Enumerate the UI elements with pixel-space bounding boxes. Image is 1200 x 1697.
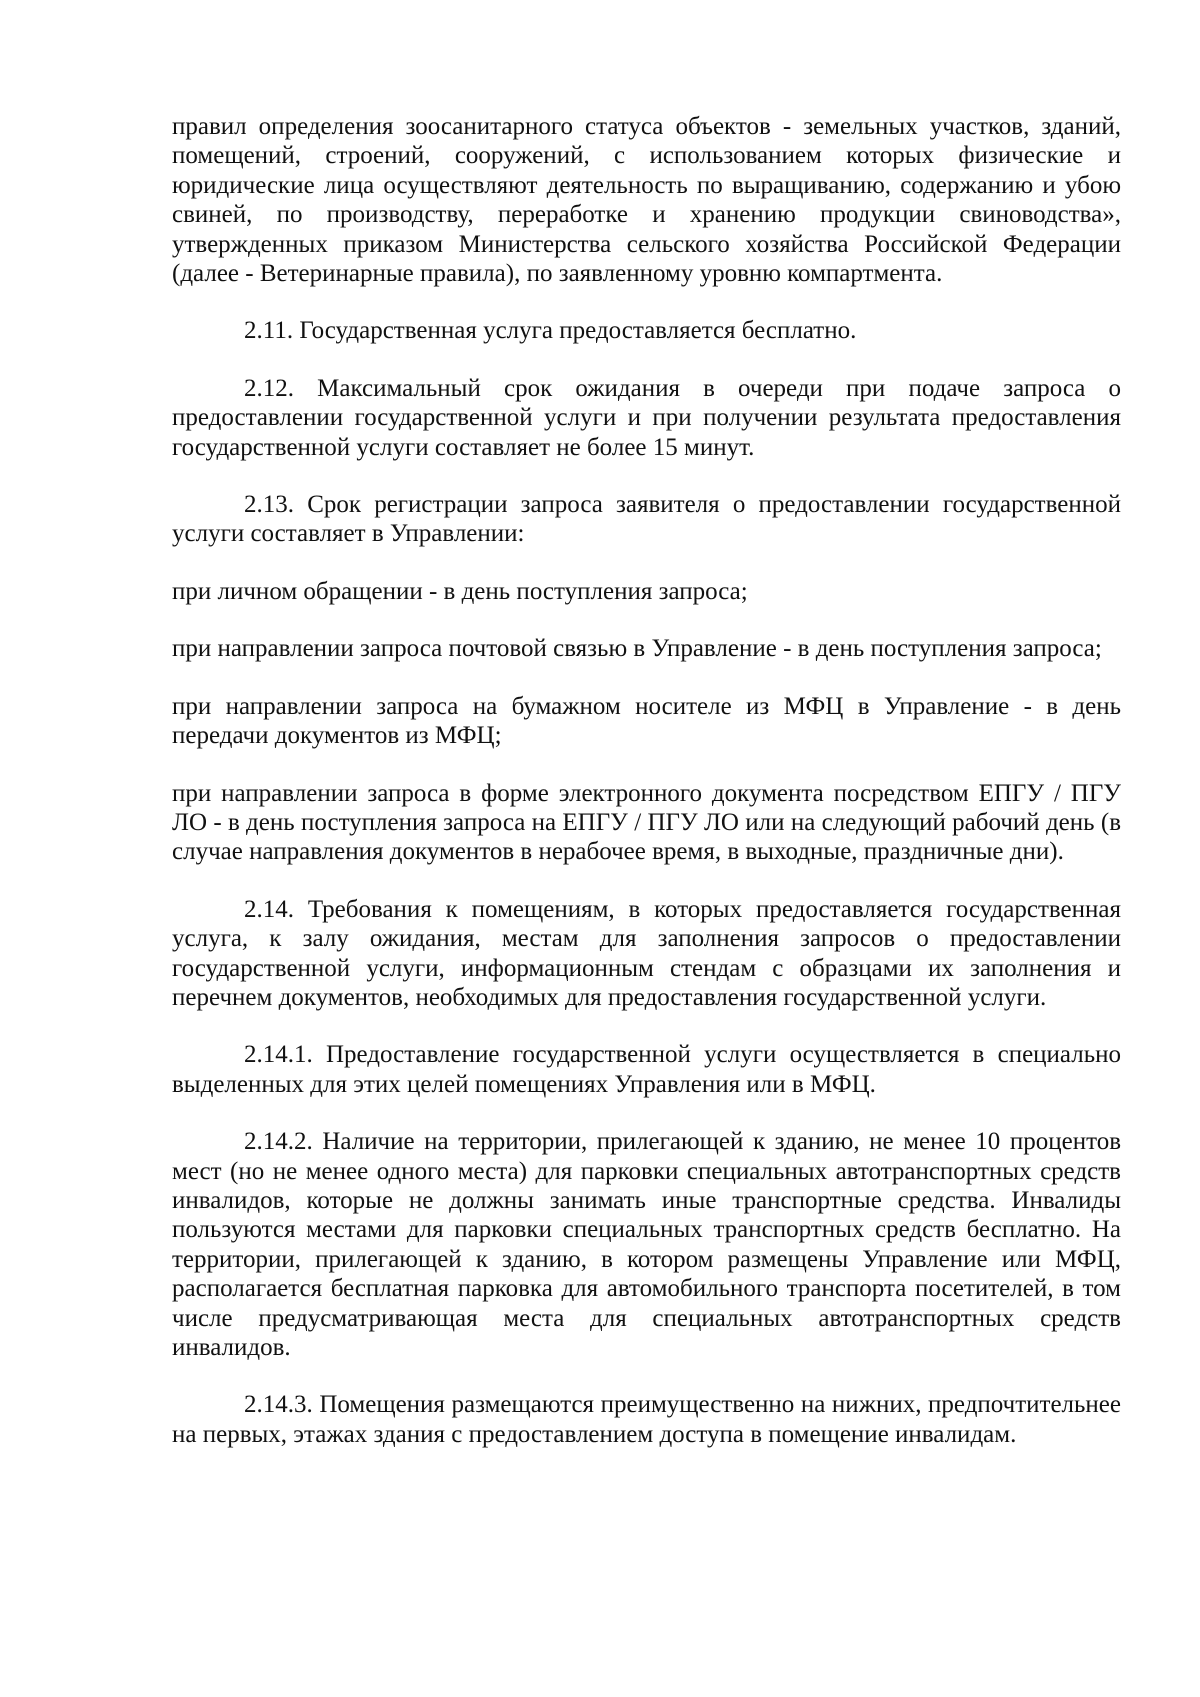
paragraph-2-12: 2.12. Максимальный срок ожидания в очереди при подаче запроса о предоставлении государственной услуги и при получении результата предоставления государственной услуги составляет не более 15 минут.	[172, 374, 1121, 461]
paragraph-2-11: 2.11. Государственная услуга предоставляется бесплатно.	[244, 317, 857, 345]
paragraph-continuation: правил определения зоосанитарного статуса объектов - земельных участков, зданий, помещений, строений, сооружений, с использованием которых физические и юридические лица осуществляют деятельность по выращиванию, содержанию и убою свиней, по производству, переработке и хранению продукции свиноводства», утвержденных приказом Министерства сельского хозяйства Российской Федерации (далее - Ветеринарные правила), по заявленному уровню компартмента.	[172, 113, 1121, 288]
paragraph-electronic: при направлении запроса в форме электронного документа посредством ЕПГУ / ПГУ ЛО - в день поступления запроса на ЕПГУ / ПГУ ЛО или на следующий рабочий день (в случае направления документов в нерабочее время, в выходные, праздничные дни).	[172, 779, 1121, 866]
paragraph-2-13: 2.13. Срок регистрации запроса заявителя о предоставлении государственной услуги составляет в Управлении:	[172, 491, 1121, 548]
paragraph-postal: при направлении запроса почтовой связью в Управление - в день поступления запроса;	[172, 635, 1102, 663]
paragraph-mfc-paper: при направлении запроса на бумажном носителе из МФЦ в Управление - в день передачи документов из МФЦ;	[172, 692, 1121, 750]
paragraph-2-14-2: 2.14.2. Наличие на территории, прилегающей к зданию, не менее 10 процентов мест (но не менее одного места) для парковки специальных автотранспортных средств инвалидов, которые не должны занимать иные транспортные средства. Инвалиды пользуются местами для парковки специальных транспортных средств бесплатно. На территории, прилегающей к зданию, в котором размещены Управление или МФЦ, располагается бесплатная парковка для автомобильного транспорта посетителей, в том числе предусматривающая места для специальных автотранспортных средств инвалидов.	[172, 1128, 1121, 1361]
document-page	[172, 112, 1121, 1477]
paragraph-2-14: 2.14. Требования к помещениям, в которых предоставляется государственная услуга, к залу ожидания, местам для заполнения запросов о предоставлении государственной услуги, информационным стендам с образцами их заполнения и перечнем документов, необходимых для предоставления государственной услуги.	[172, 895, 1121, 1011]
paragraph-2-14-3: 2.14.3. Помещения размещаются преимущественно на нижних, предпочтительнее на первых, этажах здания с предоставлением доступа в помещение инвалидам.	[172, 1391, 1121, 1448]
paragraph-personal-visit: при личном обращении - в день поступления запроса;	[172, 577, 748, 605]
paragraph-2-14-1: 2.14.1. Предоставление государственной услуги осуществляется в специально выделенных для этих целей помещениях Управления или в МФЦ.	[172, 1041, 1121, 1098]
